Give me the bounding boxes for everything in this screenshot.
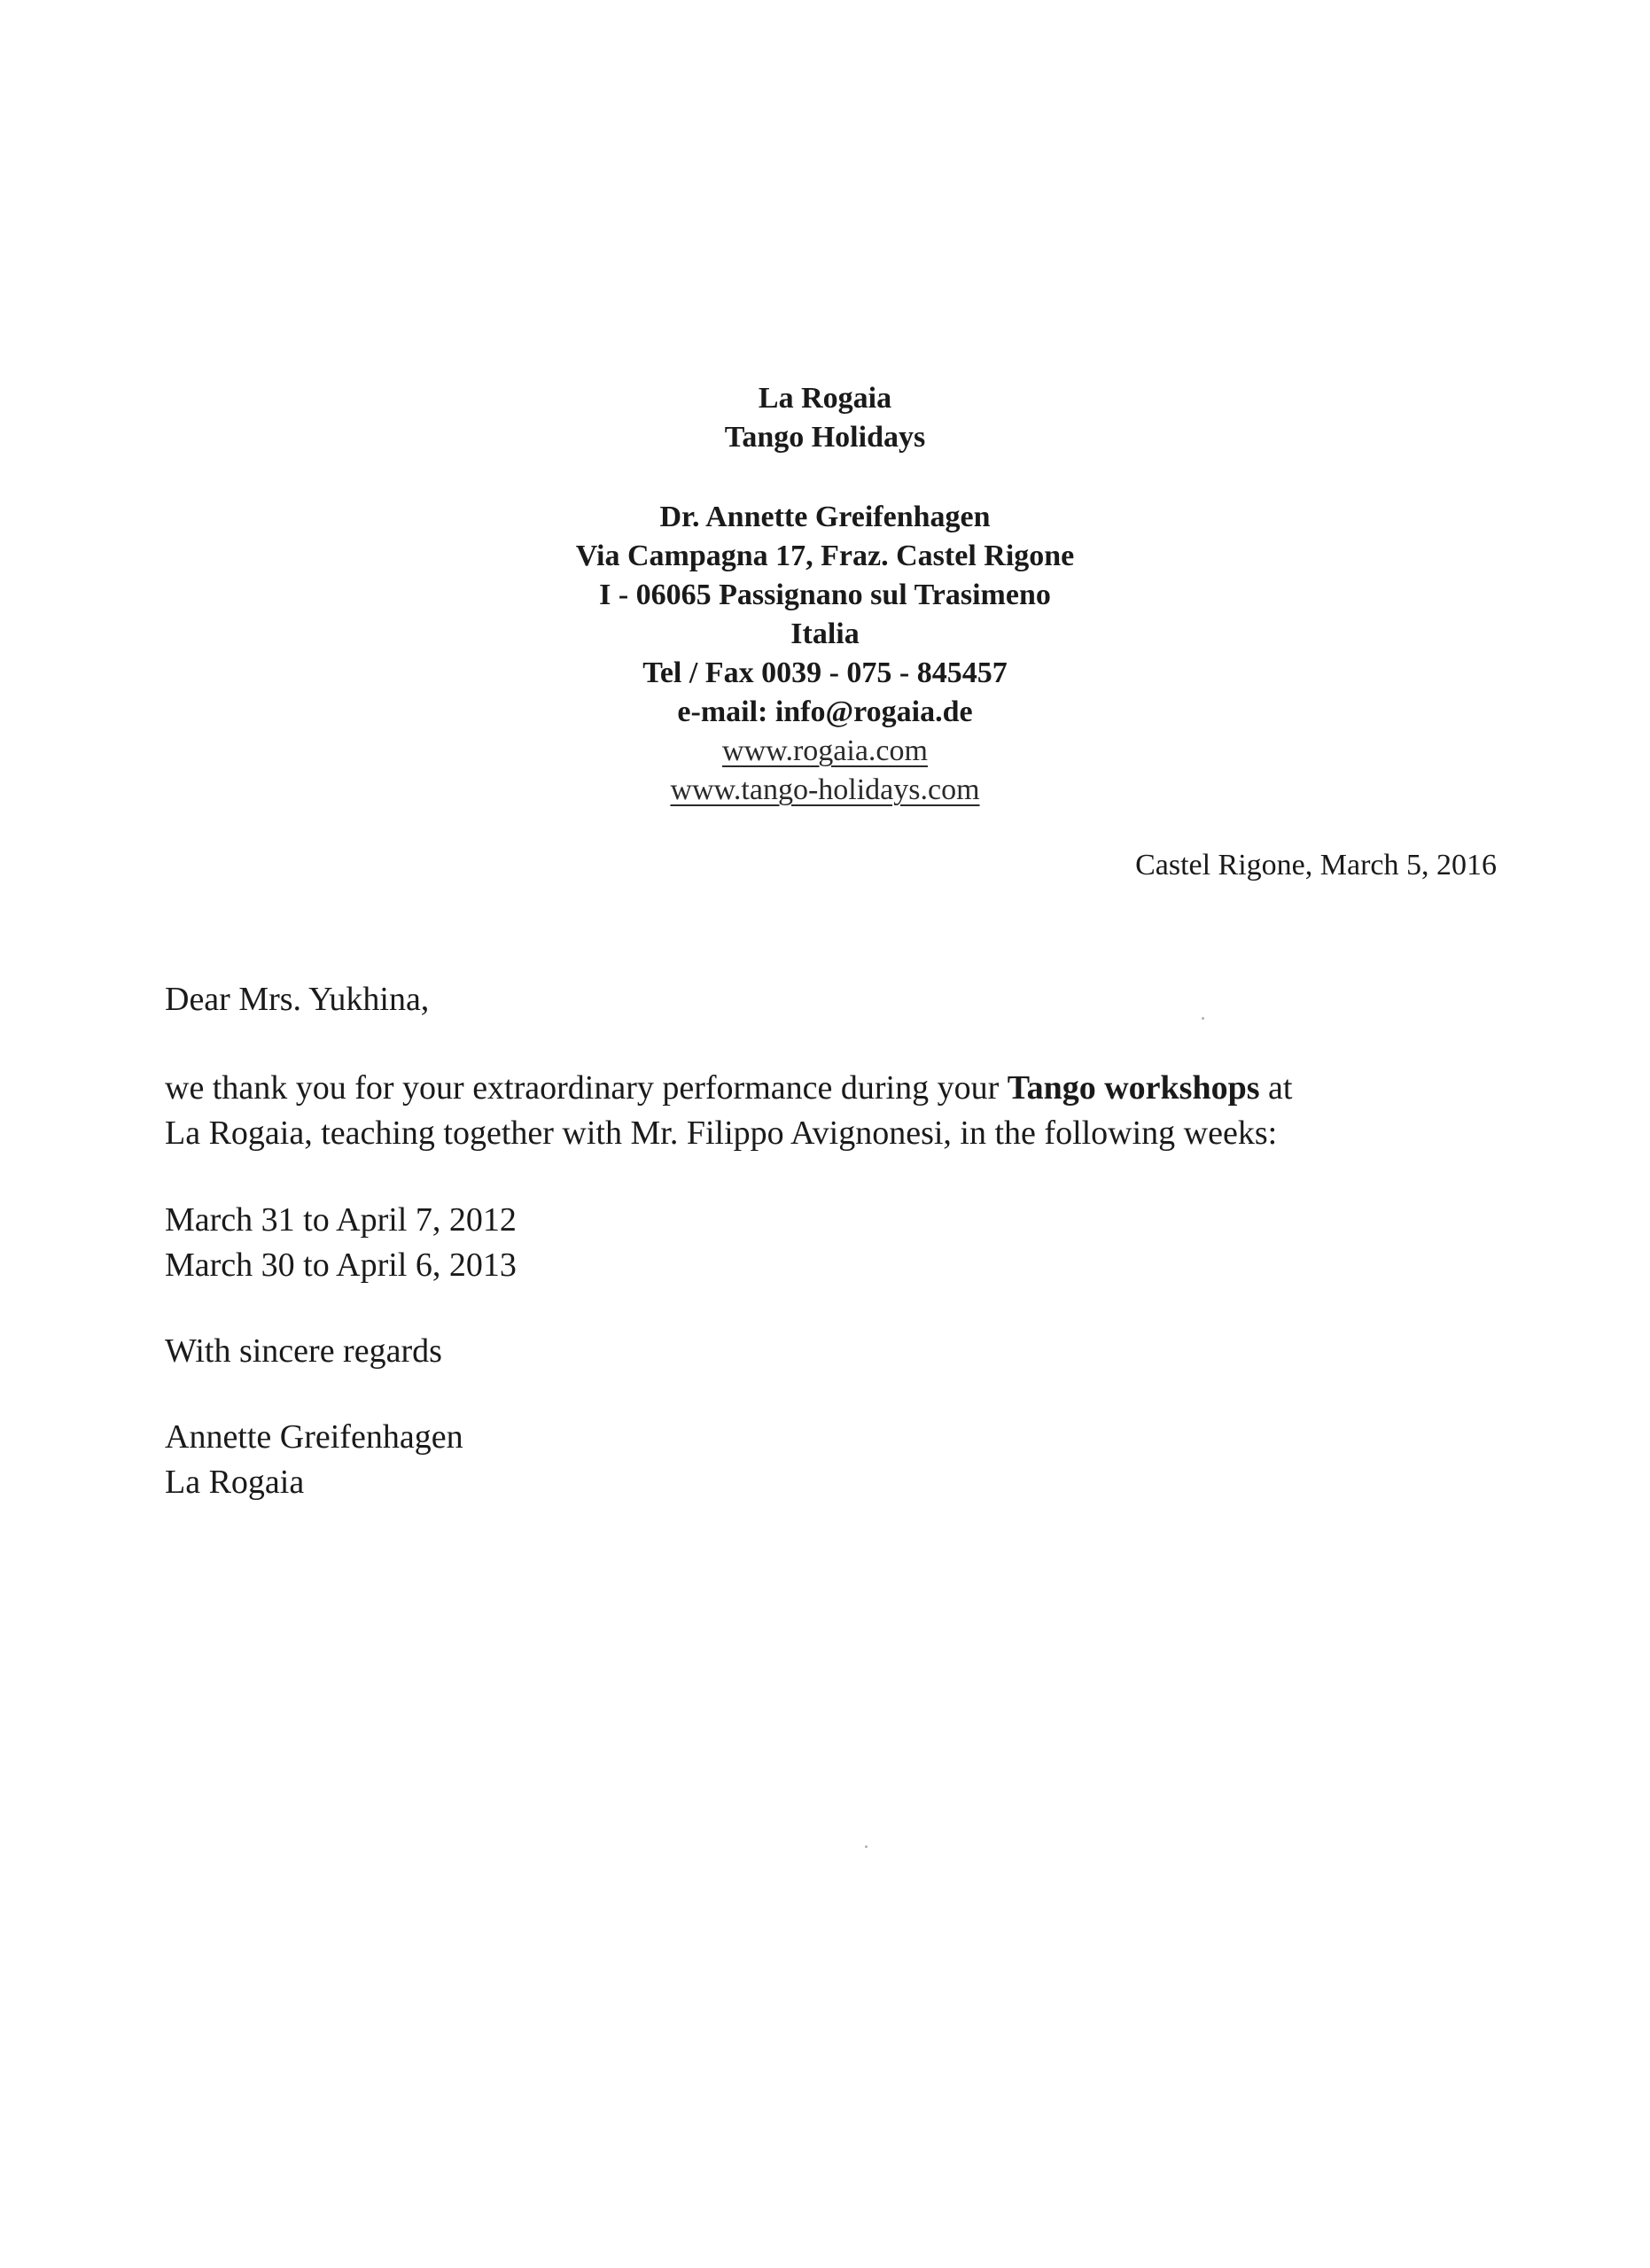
paragraph-line-1-end: at bbox=[1259, 1069, 1293, 1107]
address-line-1: Via Campagna 17, Fraz. Castel Rigone bbox=[575, 540, 1075, 572]
letterhead-organization bbox=[0, 379, 1650, 457]
tango-workshops-emphasis: Tango workshops bbox=[1007, 1069, 1260, 1107]
paragraph-line-1-start: we thank you for your extraordinary performance during your bbox=[165, 1069, 1008, 1107]
workshop-week: March 31 to April 7, 2012 bbox=[165, 1201, 517, 1239]
workshop-week: March 30 to April 6, 2013 bbox=[165, 1247, 517, 1284]
paragraph-line-1 bbox=[165, 1066, 1512, 1111]
signature-block bbox=[165, 1415, 1512, 1505]
contact-name: Dr. Annette Greifenhagen bbox=[659, 501, 991, 533]
salutation: Dear Mrs. Yukhina, bbox=[165, 981, 430, 1018]
email-address: e-mail: info@rogaia.de bbox=[677, 695, 973, 728]
paragraph-line-2: La Rogaia, teaching together with Mr. Filippo Avignonesi, in the following weeks: bbox=[165, 1115, 1278, 1152]
org-subtitle: Tango Holidays bbox=[724, 421, 926, 454]
phone-fax: Tel / Fax 0039 - 075 - 845457 bbox=[642, 656, 1008, 689]
letterhead-contact bbox=[0, 498, 1650, 810]
address-line-2: I - 06065 Passignano sul Trasimeno bbox=[599, 579, 1051, 611]
letter-date: Castel Rigone, March 5, 2016 bbox=[1135, 849, 1497, 882]
country: Italia bbox=[790, 617, 860, 650]
closing: With sincere regards bbox=[165, 1332, 442, 1370]
scan-speck bbox=[1202, 1017, 1204, 1020]
website-link-rogaia[interactable]: www.rogaia.com bbox=[722, 734, 928, 767]
body-paragraph bbox=[165, 1066, 1512, 1156]
scan-speck bbox=[865, 1845, 868, 1848]
workshop-weeks-list bbox=[165, 1198, 1512, 1288]
signature-organization: La Rogaia bbox=[165, 1464, 305, 1501]
org-name: La Rogaia bbox=[758, 382, 892, 415]
signature-name: Annette Greifenhagen bbox=[165, 1418, 463, 1456]
website-link-tango-holidays[interactable]: www.tango-holidays.com bbox=[670, 773, 980, 806]
